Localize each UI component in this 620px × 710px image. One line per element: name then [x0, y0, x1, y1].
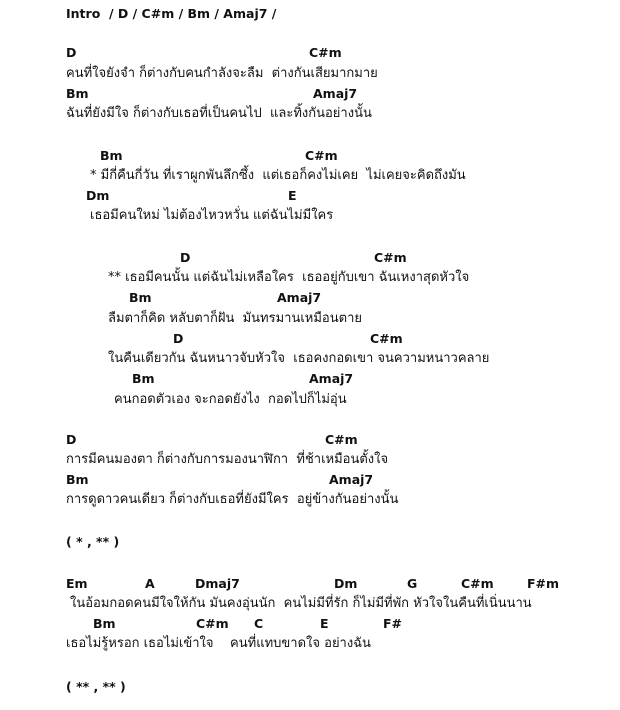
chord: C — [254, 616, 264, 631]
chord: Bm — [129, 290, 152, 305]
chord: E — [320, 616, 329, 631]
chord: C#m — [374, 250, 407, 265]
chord: Dm — [334, 576, 358, 591]
chord: Dm — [86, 188, 110, 203]
repeat-marker: ( ** , ** ) — [66, 679, 126, 694]
lyric-line: คนกอดตัวเอง จะกอดยังไง กอดไปก็ไม่อุ่น — [114, 392, 347, 407]
lyric-line: ** เธอมีคนนั้น แต่ฉันไม่เหลือใคร เธออยู่กับเขา ฉันเหงาสุดหัวใจ — [108, 270, 470, 285]
lyric-line: ในคืนเดียวกัน ฉันหนาวจับหัวใจ เธอคงกอดเขา จนความหนาวคลาย — [108, 351, 490, 366]
chord: Amaj7 — [313, 86, 358, 101]
chord: Bm — [66, 86, 89, 101]
repeat-marker: ( * , ** ) — [66, 534, 120, 549]
lyric-line: เธอมีคนใหม่ ไม่ต้องไหวหวั่น แต่ฉันไม่มีใคร — [90, 208, 334, 223]
chord: F# — [383, 616, 403, 631]
chord: C#m — [305, 148, 338, 163]
chord: Bm — [66, 472, 89, 487]
chord: Amaj7 — [277, 290, 322, 305]
chord: G — [407, 576, 418, 591]
chord: A — [145, 576, 155, 591]
chord: Bm — [100, 148, 123, 163]
chord: C#m — [461, 576, 494, 591]
chord: Bm — [132, 371, 155, 386]
chord: D — [173, 331, 184, 346]
chord: Bm — [93, 616, 116, 631]
chord: D — [66, 45, 77, 60]
chord: C#m — [309, 45, 342, 60]
chord: Amaj7 — [329, 472, 374, 487]
lyric-line: เธอไม่รู้หรอก เธอไม่เข้าใจ คนที่แทบขาดใจ อย่างฉัน — [66, 636, 371, 651]
chord: Dmaj7 — [195, 576, 240, 591]
chord: C#m — [196, 616, 229, 631]
lyric-line: การดูดาวคนเดียว ก็ต่างกับเธอที่ยังมีใคร อยู่ข้างกันอย่างนั้น — [66, 492, 399, 507]
chord: E — [288, 188, 297, 203]
chord: F#m — [527, 576, 560, 591]
lyric-line: ฉันที่ยังมีใจ ก็ต่างกับเธอที่เป็นคนไป และทิ้งกันอย่างนั้น — [66, 106, 372, 121]
chord: D — [180, 250, 191, 265]
chord: C#m — [325, 432, 358, 447]
chord: C#m — [370, 331, 403, 346]
lyric-line: ในอ้อมกอดคนมีใจให้กัน มันคงอุ่นนัก คนไม่มีที่รัก ก็ไม่มีที่พัก หัวใจในคืนที่เนิ่นนาน — [70, 596, 532, 611]
lyric-line: * มีกี่คืนกี่วัน ที่เราผูกพันลึกซึ้ง แต่เธอก็คงไม่เคย ไม่เคยจะคิดถึงมัน — [90, 168, 466, 183]
intro-line: Intro / D / C#m / Bm / Amaj7 / — [66, 6, 277, 21]
lyric-line: คนที่ใจยังจำ ก็ต่างกับคนกำลังจะลืม ต่างกันเสียมากมาย — [66, 66, 378, 81]
chord: D — [66, 432, 77, 447]
lyric-line: การมีคนมองตา ก็ต่างกับการมองนาฬิกา ที่ช้าเหมือนตั้งใจ — [66, 452, 389, 467]
chord: Em — [66, 576, 88, 591]
chord: Amaj7 — [309, 371, 354, 386]
lyric-line: ลืมตาก็คิด หลับตาก็ฝัน มันทรมานเหมือนตาย — [108, 311, 362, 326]
